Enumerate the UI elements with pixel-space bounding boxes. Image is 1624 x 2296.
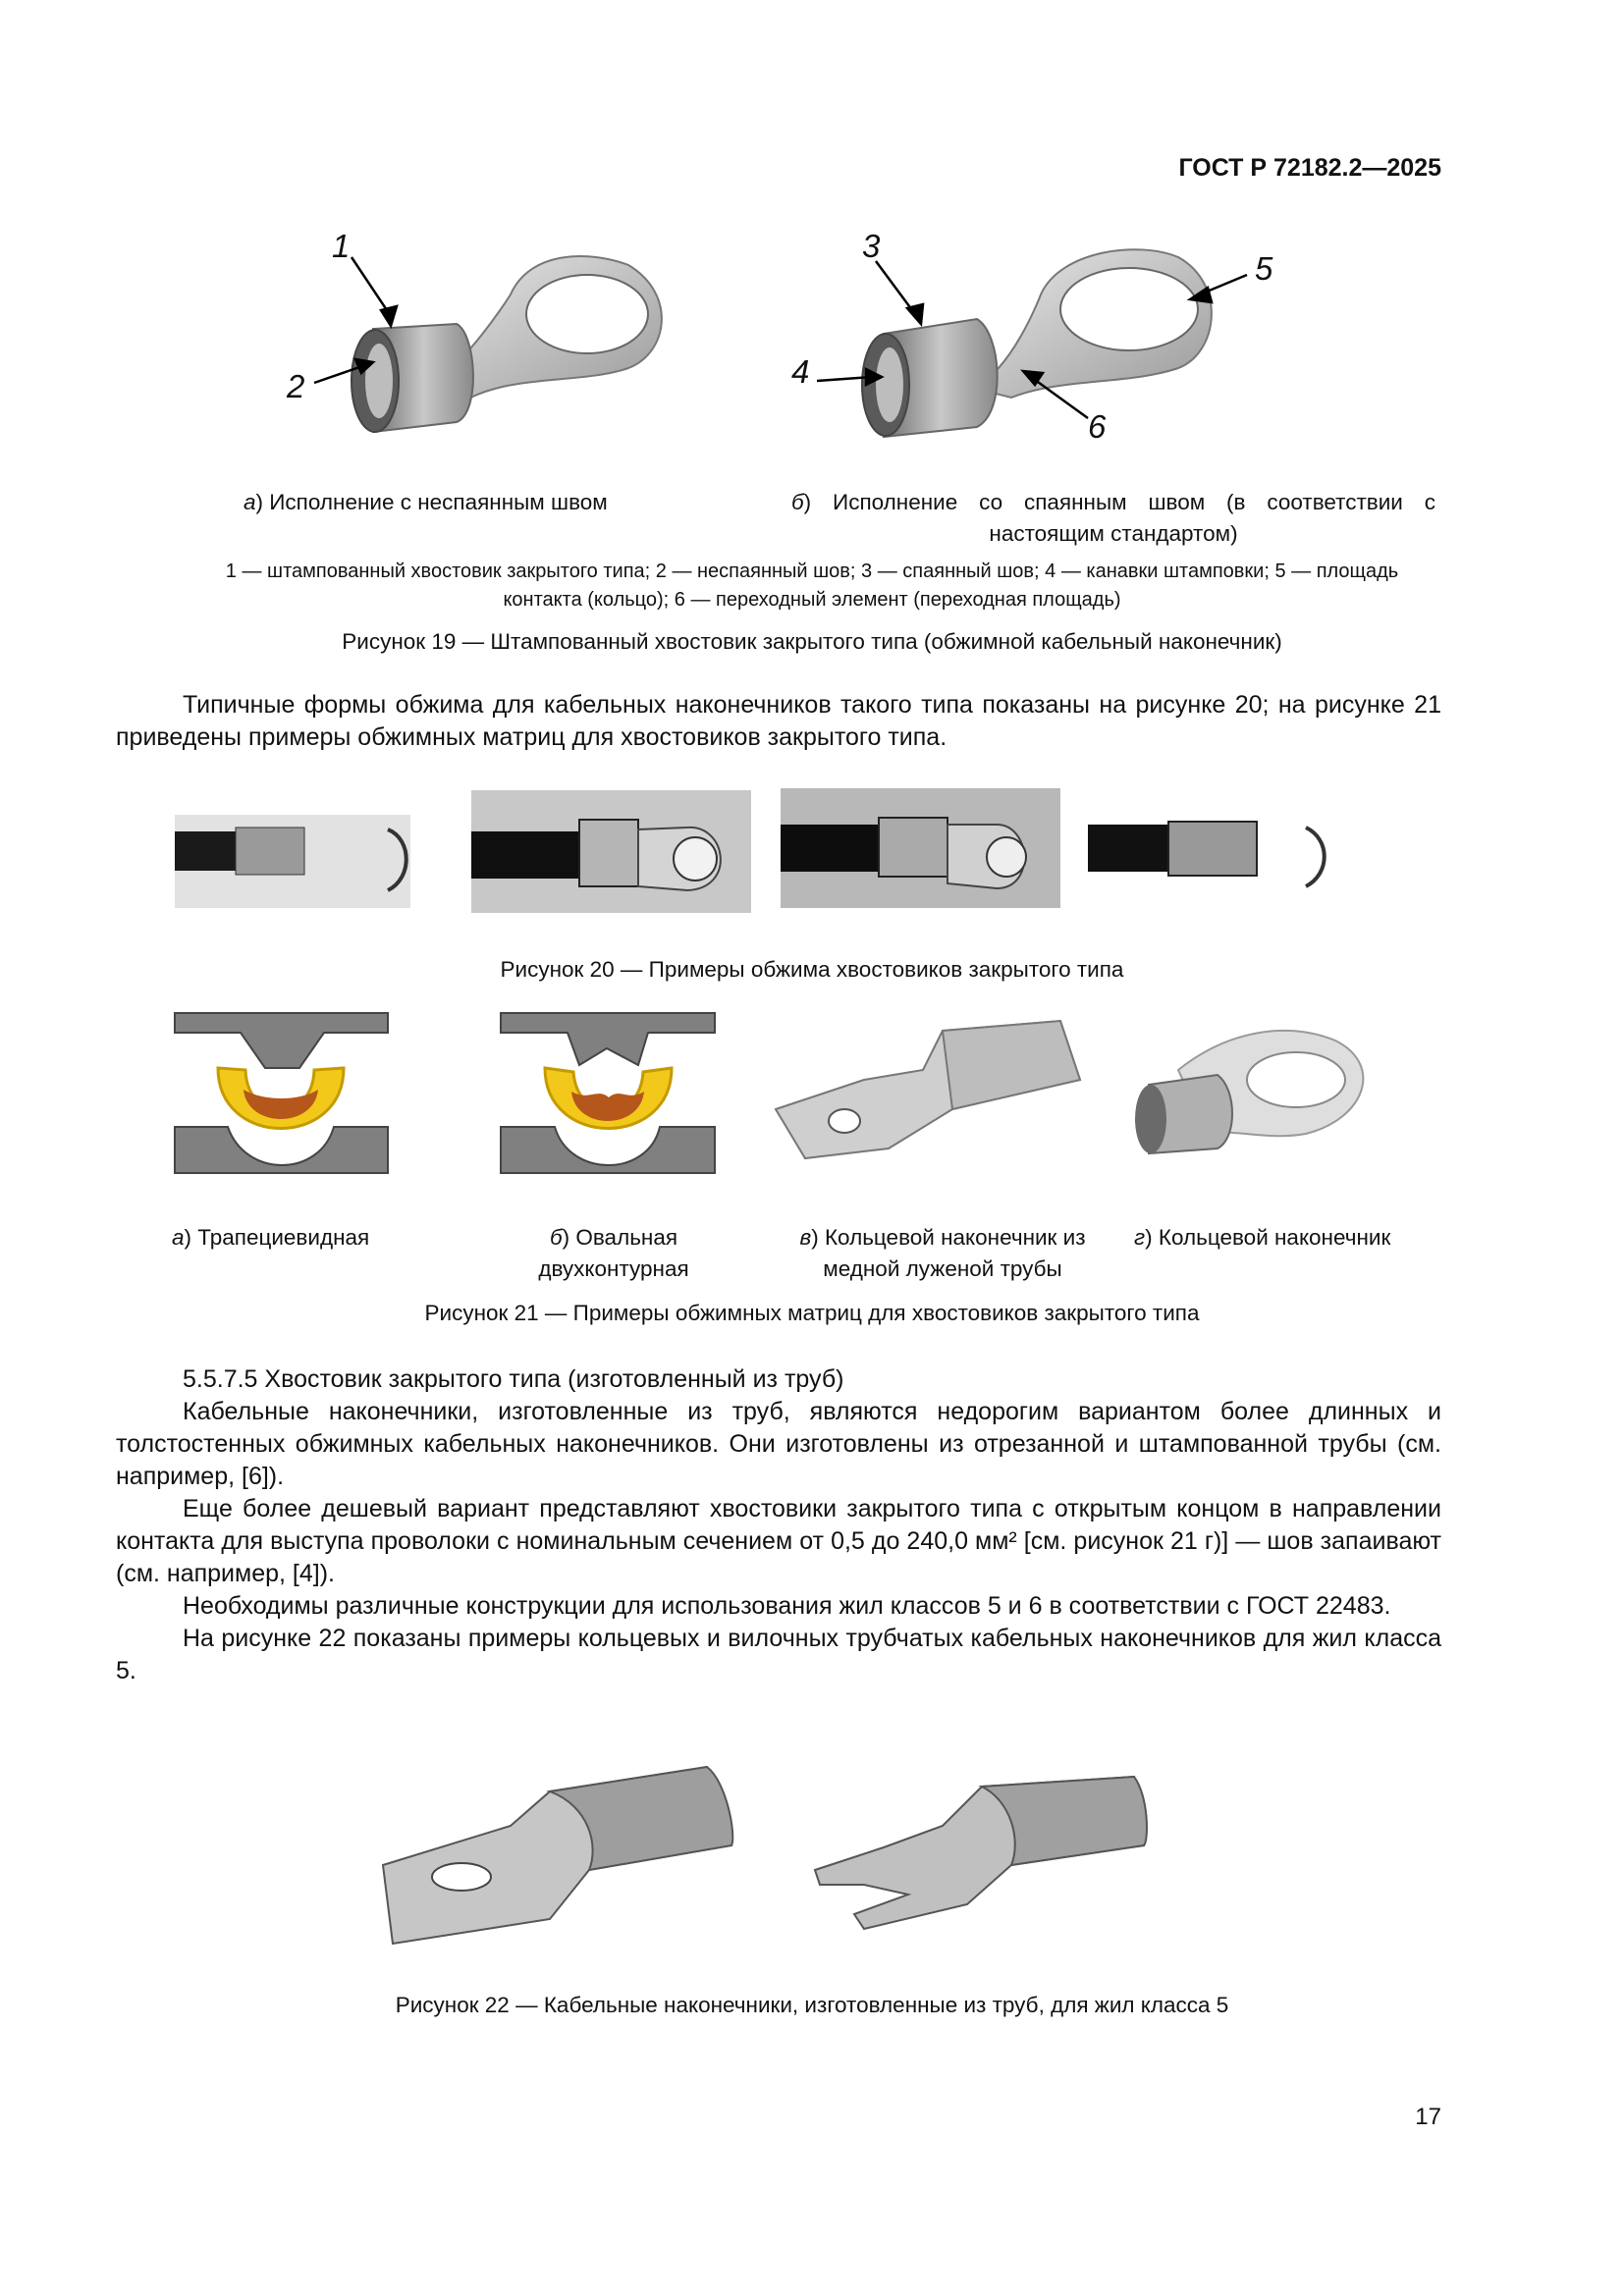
- callout-3: 3: [862, 228, 881, 264]
- fig20-crimp-photos: [0, 780, 1624, 977]
- ring-lug: [1135, 1031, 1363, 1153]
- section-heading: 5.5.7.5 Хвостовик закрытого типа (изготовленный из труб): [183, 1365, 844, 1393]
- page-number: 17: [1415, 2104, 1441, 2130]
- fig21-caption-b: б) Овальная двухконтурная: [538, 1225, 689, 1281]
- fig22-tube-lugs: [0, 1747, 1624, 1983]
- fig21-die-illustrations: [0, 1011, 1624, 1207]
- fig21-caption-a: а) Трапециевидная: [172, 1225, 370, 1250]
- callout-4: 4: [791, 353, 810, 390]
- fig21-caption-d: г) Кольцевой наконечник: [1134, 1225, 1391, 1250]
- fig19-title: Рисунок 19 — Штампованный хвостовик закрытого типа (обжимной кабельный наконечник): [342, 629, 1282, 654]
- fig21-title: Рисунок 21 — Примеры обжимных матриц для хвостовиков закрытого типа: [424, 1301, 1200, 1325]
- ring-lug-tinned-tube: [776, 1021, 1080, 1158]
- die-trapezoidal: [175, 1013, 388, 1173]
- callout-6: 6: [1088, 408, 1107, 445]
- document-header: ГОСТ Р 72182.2—2025: [1178, 154, 1441, 182]
- callout-2: 2: [287, 368, 305, 404]
- section-para-1: Кабельные наконечники, изготовленные из труб, являются недорогим вариантом более длинных и толстостенных обжимных кабельных наконечников. Они изготовлены из отрезанной и штампованной трубы (см. например, [6]).: [116, 1398, 1441, 1490]
- fig19-legend: [98, 558, 1526, 614]
- fig19-caption-a: а) Исполнение с неспаянным швом: [244, 490, 608, 514]
- die-oval-double: [501, 1013, 715, 1173]
- legend-line-2: контакта (кольцо); 6 — переходный элемент (переходная площадь): [503, 589, 1121, 611]
- tube-ring-lug: [383, 1767, 732, 1944]
- paragraph-crimp-forms: Типичные формы обжима для кабельных наконечников такого типа показаны на рисунке 20; на рисунке 21 приведены примеры обжимных матриц для хвостовиков закрытого типа.: [116, 691, 1441, 751]
- tube-fork-lug: [815, 1777, 1147, 1929]
- fig21-caption-c: в) Кольцевой наконечник из медной луженой трубы: [799, 1225, 1086, 1281]
- fig19-lug-unsoldered: [0, 0, 1624, 510]
- callout-1: 1: [332, 228, 351, 264]
- fig22-title: Рисунок 22 — Кабельные наконечники, изготовленные из труб, для жил класса 5: [395, 1993, 1229, 2017]
- section-para-4: На рисунке 22 показаны примеры кольцевых и вилочных трубчатых кабельных наконечников для жил класса 5.: [116, 1625, 1441, 1684]
- section-5-5-7-5: [116, 1363, 1441, 1687]
- section-para-2: Еще более дешевый вариант представляют хвостовики закрытого типа с открытым концом в направлении контакта для выступа проволоки с номинальным сечением от 0,5 до 240,0 мм² [см. рисунок 21 г)] — шов запаивают (см. например, [4]).: [116, 1495, 1441, 1587]
- fig20-title: Рисунок 20 — Примеры обжима хвостовиков закрытого типа: [500, 957, 1124, 982]
- legend-line-1: 1 — штампованный хвостовик закрытого типа; 2 — неспаянный шов; 3 — спаянный шов; 4 — канавки штамповки; 5 — площадь: [225, 561, 1399, 582]
- callout-5: 5: [1255, 250, 1273, 287]
- fig19-caption-b: б) Исполнение со спаянным швом (в соответствии с настоящим стандартом): [791, 490, 1435, 546]
- section-para-3: Необходимы различные конструкции для использования жил классов 5 и 6 в соответствии с ГОСТ 22483.: [183, 1592, 1391, 1620]
